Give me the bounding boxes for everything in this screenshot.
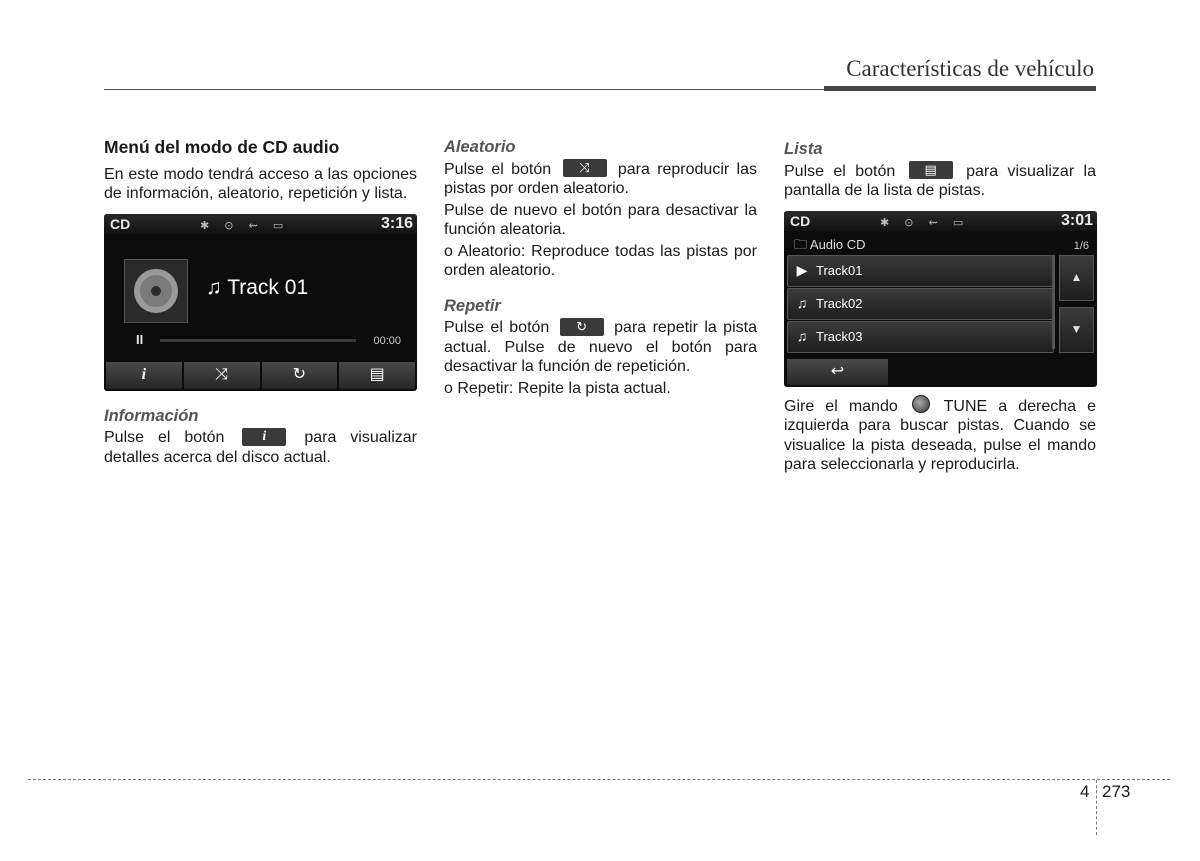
info-description (104, 428, 417, 467)
track-name: Track01 (816, 262, 863, 278)
section-heading-repeat: Repetir (444, 296, 501, 315)
arrow-down-icon: ▼ (1070, 321, 1083, 336)
track-name: Track03 (816, 328, 863, 344)
repeat-icon: ↻ (576, 318, 588, 334)
section-heading-info: Información (104, 406, 199, 425)
column-shuffle-repeat (444, 138, 757, 400)
cd-menu-intro: En este modo tendrá acceso a las opciones de información, aleatorio, repetición y lista. (104, 165, 417, 202)
column-list (784, 138, 1096, 477)
list-description (784, 162, 1096, 201)
tune-text-start: Gire el mando (784, 397, 898, 415)
page-header-title: Características de vehículo (846, 56, 1094, 81)
page-number: 273 (1102, 782, 1131, 801)
playback-progress-bar[interactable] (160, 339, 356, 342)
repeat-description (444, 318, 757, 377)
list-icon: ▤ (924, 162, 937, 178)
footer-divider (1096, 780, 1097, 835)
tune-knob-icon (912, 395, 930, 413)
status-icons: ✱ ⊙ ⇜ ▭ (880, 216, 970, 229)
shuffle-deactivate: Pulse de nuevo el botón para desactivar la función aleatoria. (444, 201, 757, 238)
track-list-item-3[interactable] (787, 321, 1054, 353)
info-icon: i (141, 366, 147, 384)
repeat-button[interactable] (262, 362, 338, 389)
back-button[interactable] (787, 359, 888, 385)
info-button[interactable] (106, 362, 182, 389)
cd-function-buttons (106, 362, 415, 389)
info-icon: i (262, 428, 267, 444)
section-heading-list: Lista (784, 140, 823, 158)
cd-disc-icon (124, 259, 188, 323)
section-heading-shuffle: Aleatorio (444, 138, 516, 156)
repeat-button-inline (560, 318, 604, 336)
column-cd-menu (104, 138, 417, 469)
tune-description (784, 397, 1096, 475)
shuffle-text-end: para reproducir las pistas por orden aleatorio. (444, 160, 757, 197)
shuffle-text-start: Pulse el botón (444, 160, 552, 178)
scroll-down-button[interactable] (1059, 307, 1094, 353)
folder-label: 🗀 Audio CD (794, 236, 866, 252)
list-text-end: para visualizar la pantalla de la lista de pistas. (784, 162, 1096, 199)
list-page-indicator: 1/6 (1073, 239, 1089, 252)
info-button-inline (242, 428, 286, 446)
section-heading-cd-menu: Menú del modo de CD audio (104, 137, 340, 157)
list-icon: ▤ (369, 366, 385, 384)
shuffle-button[interactable] (184, 362, 260, 389)
info-text-end: para visualizar detalles acerca del disco actual. (104, 429, 417, 466)
shuffle-note: o Aleatorio: Reproduce todas las pistas por orden aleatorio. (444, 242, 757, 279)
list-button[interactable] (339, 362, 415, 389)
shuffle-icon: ⤨ (579, 160, 590, 176)
shuffle-icon: ⤨ (215, 366, 229, 384)
play-icon: ▶ (796, 261, 808, 278)
music-note-icon: ♫ (796, 294, 808, 311)
chapter-number: 4 (1080, 782, 1090, 801)
current-track-title: ♫ Track 01 (206, 275, 309, 299)
repeat-text-end: para repetir la pista actual. Pulse de nuevo el botón para desactivar la función de repetición. (444, 319, 757, 375)
cd-playback-screen (104, 214, 417, 391)
list-text-start: Pulse el botón (784, 162, 896, 180)
track-list-screen (784, 211, 1097, 387)
status-icons: ✱ ⊙ ⇜ ▭ (200, 219, 290, 232)
screen-clock: 3:16 (380, 214, 413, 232)
track-list-item-2[interactable] (787, 288, 1054, 320)
screen-clock: 3:01 (1060, 211, 1093, 229)
shuffle-button-inline (563, 159, 607, 177)
repeat-note: o Repetir: Repite la pista actual. (444, 379, 671, 397)
elapsed-time: 00:00 (373, 334, 401, 347)
track-name: Track02 (816, 295, 863, 311)
repeat-icon: ↻ (292, 366, 307, 384)
tune-text-end: TUNE a derecha e izquierda para buscar pistas. Cuando se visualice la pista deseada, pulse el mando para seleccionarla y reproducirla. (784, 397, 1096, 473)
shuffle-description (444, 160, 757, 199)
list-scrollbar[interactable] (1052, 255, 1055, 349)
back-icon: ↩ (830, 362, 845, 380)
music-note-icon: ♫ (796, 327, 808, 344)
arrow-up-icon: ▲ (1070, 269, 1083, 284)
screen-mode-label: CD (110, 215, 131, 232)
info-text-start: Pulse el botón (104, 429, 225, 446)
repeat-text-start: Pulse el botón (444, 319, 550, 336)
track-list-item-1[interactable] (787, 255, 1054, 287)
footer-rule (28, 779, 1170, 780)
screen-mode-label: CD (790, 212, 811, 229)
list-button-inline (909, 161, 953, 179)
header-rule-accent (824, 86, 1096, 91)
scroll-up-button[interactable] (1059, 255, 1094, 301)
pause-icon[interactable]: II (136, 331, 144, 347)
